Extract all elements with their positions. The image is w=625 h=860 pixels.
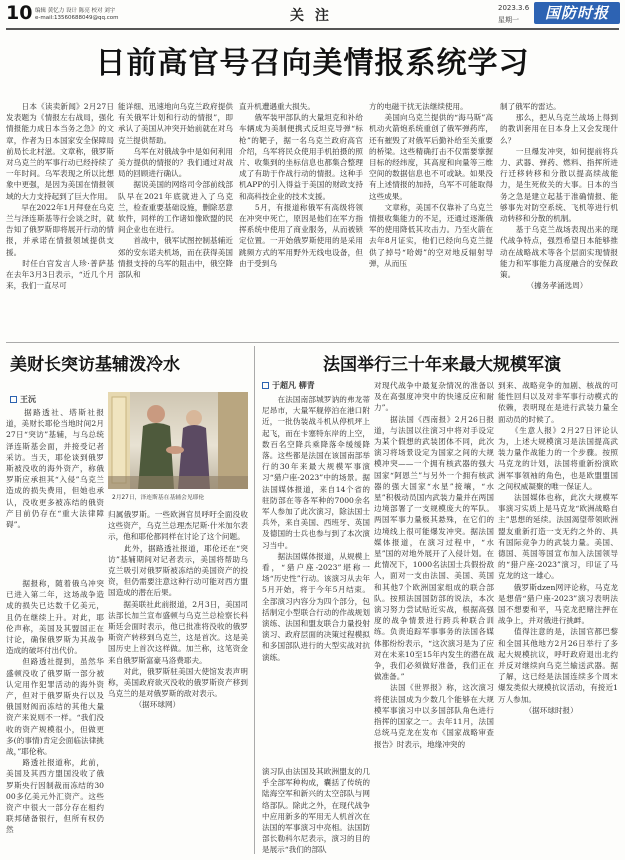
photo-illustration (108, 392, 248, 489)
story1-headline: 日前高官号召向美情报系统学习 (95, 46, 530, 81)
masthead-text: 国防时报 (544, 4, 609, 22)
story2-column-1a: 据路透社、塔斯社报道，美财长耶伦当地时间2月27日“突访”基辅，与乌总统泽连斯基会面，并接受记者采访。当天，耶伦谈到俄罗斯被没收的海外资产，称俄罗斯应承担其“入侵”乌克兰造成的损失费用，但她也承认，没收更多被冻结的俄资产目前仍存在“重大法律障碍”。 (6, 408, 104, 530)
story2-photo-caption: 2月27日，泽连斯基在基辅会见耶伦 (112, 495, 205, 501)
masthead-logo (534, 2, 620, 24)
byline-square-icon (262, 382, 269, 389)
story3-column-2: 对现代战争中最复杂情况的准备以及在高强度冲突中的快速反应和耐力”。 据法国《西南报》2月26日报道，与法国以往演习中将对手设定为某个假想的武装团体不同，此次演习将场景设定为国家之间的大规模冲突——一个拥有核武器的强大国家“阿恩兰”与另外一个拥有核武器的强大国家“水星”接壤，“水星”积极动员国内武装力量并在两国边境部署了一支规模庞大的军队。两国军事力量极其悬殊，在它们的边境线上很可能爆发冲突。据法国媒体报道，在演习过程中，“水星”国的对地外展开了入侵计划。在此情况下，1000名法国士兵假扮敌人，面对一支由法国、美国、英国和其他7个欧洲国家组成的联合部队。按照法国国防部的说法，本次演习努力尝试贴近实战，根据高强度的战争情景进行跨兵种联合训练。负责追踪军事事务的法国各媒体都纷纷表示，“这次演习是为了应对在未来10至15年内发生的潜在战争，我们必须做好准备，我们正在做准备。” 法国《世界报》称，这次演习将使法国成为少数几个能够在大规模军事演习中以多国部队角色进行指挥的国家之一。去年11月，法国总统马克龙在发布《国家战略审查报告》时表示，地缘冲突的 (374, 381, 494, 749)
editor-email: e-mail:13560688049@qq.com (35, 15, 119, 21)
story3-byline-text: 于超凡 柳青 (272, 381, 315, 390)
editor-credits: 编辑 黄忆力 设计 陈亮 校对 刘宇 (35, 8, 116, 14)
story3-headline: 法国举行三十年来最大规模军演 (323, 355, 561, 375)
story1-column-1: 日本《读卖新闻》2月27日发表题为《情报左右战局，强化情报能力成日本当务之急》的文章，作者为日本国家安全保障局前局长北村滋。文章称，俄罗斯对乌克兰的军事行动已经持续了一年时间。乌军表现之所以比想象中更强，是因为美国在情报领域的大力支持起到了巨大作用。 早在2022年1月拜登在乌克兰与泽连斯基等行会谈之时，就告知了俄罗斯即将展开行动的情报，并承诺在情报领域提供支援。 时任白宫发言人珍·普萨基在去年3月3日表示，“近几个月来，我们一直尽可 (6, 102, 114, 291)
story3-column-1: 在法国南部城罗讷的弗龙蒂尼昂市，大量军舰停泊在港口附近，一批伪装战斗机从停机坪上起飞，而在卡塞特东岸的上空，数百名空降兵乘降落伞缓缓降落。这些都是法国在该国南部举行的30年来最大规模军事演习“猎户座-2023”中的场景。据法国媒体报道，来自14个省的驻防部在等各军种的7000余名军人参加了此次演习，除法国士兵外，来自美国、西班牙、英国及德国的士兵也参与到了本次演习当中。 据法国媒体报道，从规模上看，“猎户座-2023”堪称一场“历史性”行动。该演习从去年5月开始，将于今年5月结束。全部演习内容分为四个部分，包括制定小型联合行动的作战规划演练、法国和盟友联合力量投射演习、政府层面的决策过程模拟和多国部队进行的大型实战对抗演练。 (262, 395, 370, 662)
story1-column-5: 制了俄军的雷达。 那么，把从乌克兰战场上得到的教训套用在日本身上又会发现什么？ 一旦爆发冲突，如何提前将兵力、武器、弹药、燃料、指挥所进行迁移转移和分散以提高续战能力，是生死攸关的大事。日本的当务之急是建立起基于准确情报、能够事先对防空系统、飞机等进行机动转移和分散的机制。 基于乌克兰战场表现出来的现代战争特点，强烈希望日本能够推动在战略战术等各个层面实现情报能力和军事能力高度融合的安保政策。 （據务孝涌选周） (500, 102, 618, 291)
issue-date: 2023.3.6 (498, 4, 530, 12)
story2-photo (108, 392, 248, 489)
story2-column-1b: 据报称，随着俄乌冲突已进入第二年，这场战争造成的损失已达数千亿美元，且仍在继续上升。对此，耶伦声称，美国及其盟国正在讨论，确保俄罗斯为其战争造成的破坏付出代价。 但路透社提到，虽然华盛顿没收了俄罗斯一部分被认定用作犯罪活动的海外资产，但对于俄罗斯央行以及俄国财阀而冻结的其他大量资产来说则不一样。“我们没收的资产规模很小，但做更多(的事情)肯定会面临法律挑战，”耶伦称。 路透社报道称，此前，美国及其西方盟国没收了俄罗斯央行因制裁而冻结的3000多亿美元外汇资产。这些资产中很大一部分存在相约联邦储备银行，但所有权仍然 (6, 579, 104, 835)
story2-headline: 美财长突访基辅泼冷水 (10, 355, 180, 375)
byline-square-icon (10, 396, 17, 403)
story1-bottom-rule (6, 342, 619, 343)
issue-weekday: 星期一 (498, 16, 519, 24)
story2-column-2: 归属俄罗斯。一些欧洲官员呼吁全面没收这些资产，乌克兰总理杰尼斯·什米加尔表示，他和耶伦都同样在讨论了这个问题。 此外，据路透社报道，耶伦还在“突访”基辅期间对记者表示，美国将帮助乌克兰吸引对俄罗斯被冻结的美国资产的投资，但仍需要注意这种行动可能对西方盟国造成的潜在后果。 据美联社此前报道，2月3日，美国司法部长加兰宣布盛顿与乌克兰总检察长科斯廷会面时表示，他已批准将没收的俄罗斯资产转移到乌克兰，这是首次。这是美国历史上首次这样做。加兰称，这笔资金来自俄罗斯富豪马洛费耶夫。 对此，俄罗斯驻美国大使馆发表声明称，美国政府欲灭没收的俄罗斯资产移到乌克兰的是对俄罗斯的敌对表示。 （据环球网） (108, 510, 248, 710)
story1-column-3: 直升机遭遇重大损失。 俄军装甲部队的大量坦克和补给车辆成为美制便携式反坦克导弹“标枪”的靶子，据一名乌克兰政府高官介绍，乌军将民众使用手机拍摄的照片、收集到的坐标信息也都集合整理成了有助于作战行动的情报。这种手机APP的引入得益于美国的财政支持和高科技企业的技术支援。 5月，有报道称俄军有高级将领在冲突中死亡，原因是他们在军方指挥系统中使用了商业服务，从而被锁定位置。一开始俄罗斯使用的是采用跳频方式的军用野外无线电设备，但由于受到乌 (239, 102, 363, 268)
story2-byline-text: 王沅 (20, 395, 36, 404)
story-divider-vertical (254, 346, 255, 854)
story1-column-4: 方的电磁干扰无法继续使用。 美国向乌克兰提供的“海马斯”高机动火箭炮系统重创了俄军弹药库，还有摧毁了对俄军后勤补给至关重要的桥梁。这些精确打击不仅需要掌握目标的经纬度，其高度和向量等三维空间的数据信息也不可或缺。如果没有上述情报的加持，乌军不可能取得这些成果。 文章称，美国不仅靠补了乌克兰情报收集能力的不足，还通过逐渐俄军的使用降低其攻击力。乃至火箭在去年8月证实，他们已经向乌克兰提供了掉号“哈姆”的空对地反辐射导弹，从而压 (369, 102, 493, 268)
section-label: 关 注 (290, 8, 332, 24)
story3-column-3: 到来、战略竞争的加剧、核战的可能性回归以及对非军事行动模式的依赖，表明现在是进行武装力量全面动员的时候了。 《生意人报》2月27日评论认为，上述大规模演习是法国提高武装力量作战能力的一个步骤。按照马克龙的计划，法国将重新扮演欧洲军事领袖的角色，也是欧盟盟国之间权威凝聚的唯一保证人。 法国媒体也称，此次大规模军事演习实质上是马克龙“欧洲战略自主”思想的延续。法国渴望带领欧洲盟友重新打造一支无约之外的、具有国际竞争力的武装力量。美国、德国、英国等国宣布加入法国领导的“猎户座-2023”演习，印证了马克龙的这一雄心。 俄罗斯dzen网评论称，马克龙是想借“猎户座-2023”演习表明法国不想要和平，马克龙把赌注押在战争上，并对俄进行挑衅。 值得注意的是，法国官都巴黎和全国其他地方2月26日举行了多起大规模抗议，呼吁政府退出北约并反对继续向乌克兰输送武器。据了解，这已经是法国连续多个周末爆发类似大规模抗议活动，有接近1万人参加。 （据环球时报） (498, 381, 618, 715)
page-number: 10 (6, 2, 33, 24)
story3-byline (262, 380, 315, 391)
header-rule (6, 28, 619, 30)
story2-byline (10, 394, 36, 405)
story1-column-2: 能详细、迅速地向乌克兰政府提供有关俄军计划和行动的情报”，即承认了美国从冲突开始前就在对乌克兰提供帮助。 乌军在对俄战争中是如何利用美方提供的情报的？我们通过对战局的回顾进行确认。 据说美国的网络司令部前线部队早在2021年底就进入了乌克兰，检查重要基础设施，删除恶意软件，同样的工作诸如像欧盟的民间企业也在进行。 首战中，俄军试图控制基辅近郊的安东诺夫机场，而在获得美国情报支持的乌军的阻击中，俄空降部队和 (118, 102, 233, 280)
story3-column-1b: 演习队由法国及其欧洲盟友的几乎全部军种构成，囊括了传统的陆海空军和新兴的太空部队与网络部队。除此之外，在现代战争中应用新多的军用无人机首次在法国的军事演习中亮相。法国防部长勒科尔尼表示，演习的目的是展示“我们的部队 (262, 767, 370, 854)
